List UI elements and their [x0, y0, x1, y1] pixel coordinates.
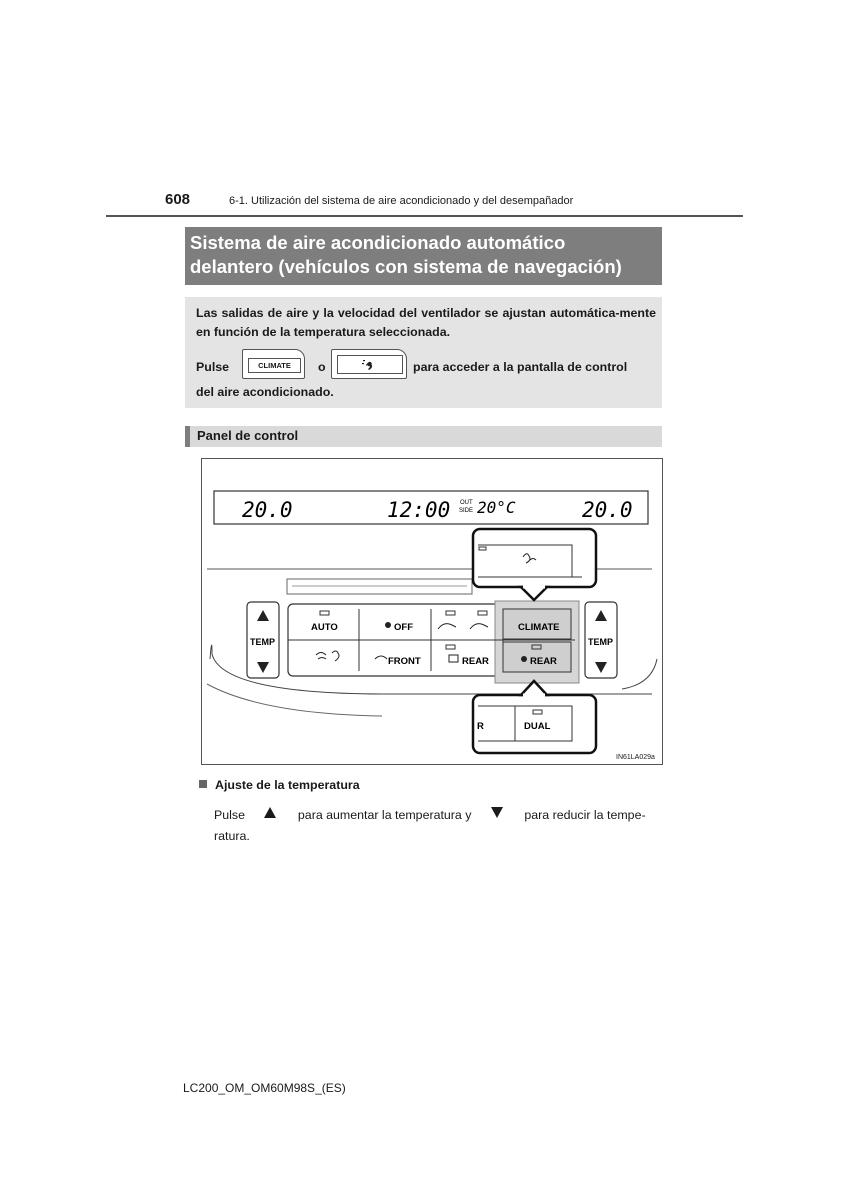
intro-after-buttons: para acceder a la pantalla de control: [413, 360, 628, 374]
climate-button-image: [242, 349, 305, 379]
subsection-heading: Panel de control: [185, 426, 662, 447]
intro-text: Las salidas de aire y la velocidad del ventilador se ajustan automática-mente en función de la temperatura seleccionada.: [196, 306, 656, 339]
lcd-outside-temp: 20°C: [477, 498, 516, 517]
lcd-left-temp: 20.0: [242, 498, 293, 522]
up-arrow-icon: [264, 807, 276, 818]
lcd-clock: 12:00: [387, 498, 451, 522]
footer-doc-code: LC200_OM_OM60M98S_(ES): [183, 1081, 346, 1095]
intro-box: [185, 297, 662, 408]
temp-right-label: TEMP: [588, 637, 614, 647]
chapter-title: 6-1. Utilización del sistema de aire acondicionado y del desempañador: [229, 195, 574, 207]
fan-icon: [337, 355, 403, 374]
climate-button-label: CLIMATE: [248, 358, 301, 373]
rear-fan-icon: [521, 656, 527, 662]
bullet-square-icon: [199, 780, 207, 788]
temp-decrease-text: para reducir la tempe-ratura.: [214, 808, 646, 843]
zoom-callout-top: [473, 529, 596, 587]
rear-fan-label: REAR: [530, 656, 557, 667]
rear-label: REAR: [462, 656, 489, 667]
fan-button-image: [331, 349, 407, 379]
zoom-partial-label: R: [477, 721, 484, 732]
control-panel-drawing: [202, 459, 662, 764]
intro-line3: del aire acondicionado.: [196, 385, 334, 399]
temp-increase-text: para aumentar la temperatura y: [297, 808, 472, 822]
header-rule: [106, 215, 743, 217]
page-number: 608: [165, 191, 191, 208]
lcd-out-label: OUT: [460, 500, 473, 506]
section-title-line2: delantero (vehículos con sistema de navegación): [190, 256, 622, 277]
lcd-side-label: SIDE: [459, 508, 474, 514]
down-arrow-icon: [491, 807, 503, 818]
intro-pulse: Pulse: [196, 360, 230, 374]
temp-pulse: Pulse: [214, 808, 245, 822]
lcd-right-temp: 20.0: [582, 498, 633, 522]
control-panel-figure: [201, 458, 663, 765]
front-label: FRONT: [388, 656, 421, 667]
temperature-heading-text: Ajuste de la temperatura: [215, 778, 360, 792]
section-title: [185, 227, 662, 285]
fan-off-icon: [385, 622, 391, 628]
off-label: OFF: [394, 622, 413, 633]
figure-code: IN61LA029a: [616, 754, 655, 761]
section-title-line1: Sistema de aire acondicionado automático: [190, 232, 566, 253]
auto-label: AUTO: [311, 622, 338, 633]
temperature-heading: [199, 778, 360, 792]
dual-label: DUAL: [524, 721, 551, 732]
temp-left-label: TEMP: [250, 637, 276, 647]
climate-label: CLIMATE: [518, 622, 560, 633]
temperature-text: [214, 805, 659, 847]
intro-or: o: [318, 360, 326, 374]
